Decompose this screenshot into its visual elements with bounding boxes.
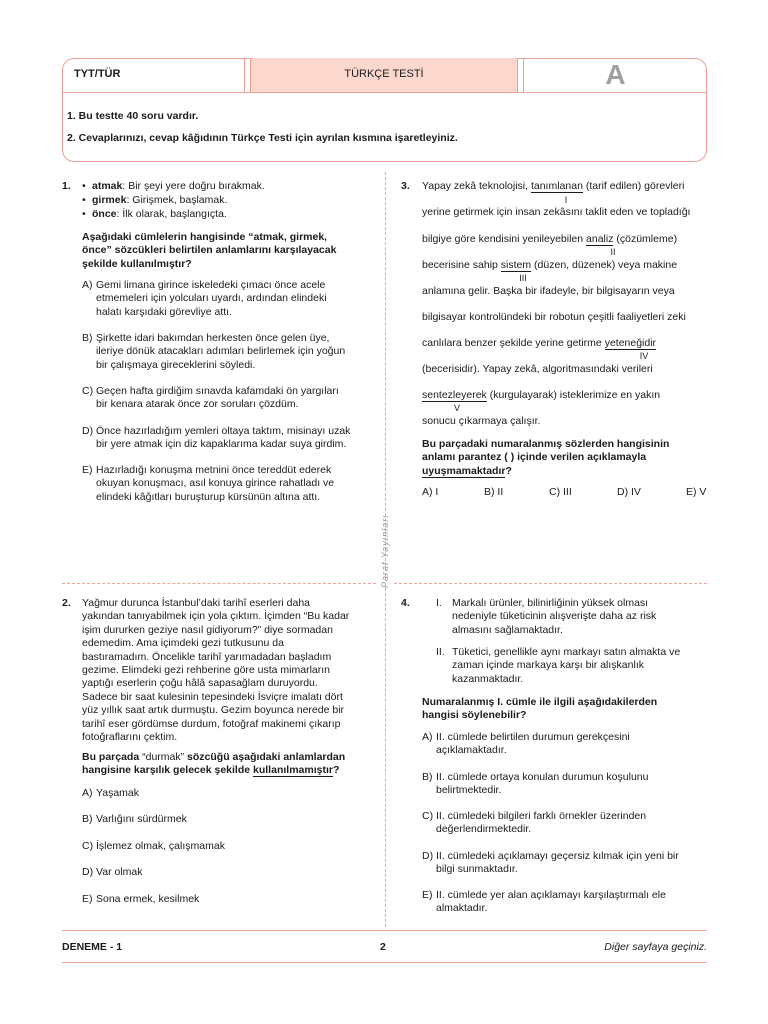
q4-option-d[interactable]: D) II. cümledeki açıklamayı geçersiz kılmak için yeni bir bilgi sunmaktadır. xyxy=(422,850,679,876)
q4-option-b[interactable]: B) II. cümlede ortaya konulan durumun koşulunu belirtmektedir. xyxy=(422,771,649,797)
q3-number: 3. xyxy=(401,180,410,192)
q3-line-6: bilgisayar kontrolündeki bir robotun çeşitli faaliyetleri zeki xyxy=(422,311,686,323)
q4-item-1: I. Markalı ürünler, bilinirliğinin yüksek olması nedeniyle tüketicinin alışverişte daha az risk almasını sağlamaktadır. xyxy=(436,597,657,636)
q4-item-2: II. Tüketici, genellikle aynı markayı satın almakta ve zaman içinde markaya karşı bir alışkanlık kazanmaktadır. xyxy=(436,646,681,685)
q3-line-3: bilgiye göre kendisini yenileyebilen analiz (çözümleme) xyxy=(422,233,678,245)
q1-number: 1. xyxy=(62,180,71,192)
left-row-separator xyxy=(62,583,376,584)
q3-line-1: Yapay zekâ teknolojisi, tanımlanan (tarif edilen) görevleri xyxy=(422,180,685,192)
footer-top-line xyxy=(62,930,707,931)
q1-bullet-2: • girmek: Girişmek, başlamak. xyxy=(82,194,228,206)
q3-mark-3: III xyxy=(519,273,527,283)
q3-option-a[interactable]: A) I xyxy=(422,486,439,498)
q1-option-b[interactable]: B) Şirkette idari bakımdan herkesten önce gelen üye, ileriye dönük atacakları adımları belirlemek için yoğun bir çalışmaya gireceklerini söyledi. xyxy=(82,332,346,371)
q3-line-10: sonucu çıkarmaya çalışır. xyxy=(422,415,541,427)
q3-mark-4: IV xyxy=(639,351,649,361)
q4-option-c[interactable]: C) II. cümledeki bilgileri farklı örnekler üzerinden değerlendirmektedir. xyxy=(422,810,647,836)
q3-option-b[interactable]: B) II xyxy=(484,486,504,498)
header-divider xyxy=(62,92,707,93)
q2-passage: Yağmur durunca İstanbul’daki tarihî eserleri daha yakından tanıyabilmek için yola çıktım. İçimden “Bu kadar işim dururken geziye nasıl gidiyorum?” diye sormadan edemedim. Ama içimdeki gezi tutkusunu da bastıramadım. Öncelikle tarihî yarımadadan başladım gezime. Elimdeki gezi rehberine göre usta mimarların yaptığı eserlerin çoğu hâlâ sapasağlam duruyordu. Sadece bir saat kulesinin tepesindeki İsviçre imalatı dört yüz yıllık saat artık durmuştu. Gezim boyunca nerede bir tarihî eser gördümse durdum, fotoğraf makinemi çıkarıp fotoğraflarını çektim. xyxy=(82,597,350,744)
q1-option-d[interactable]: D) Önce hazırladığım yemleri oltaya taktım, misinayı uzak bir yere atmak için diz kapaklarıma kadar suya girdim. xyxy=(82,425,351,451)
booklet-letter: A xyxy=(523,58,707,92)
q4-option-e[interactable]: E) II. cümlede yer alan açıklamayı karşılaştırmalı ele almaktadır. xyxy=(422,889,666,915)
footer-bottom-line xyxy=(62,962,707,963)
q3-option-e[interactable]: E) V xyxy=(686,486,707,498)
header-left: TYT/TÜR xyxy=(62,58,245,92)
q1-option-e[interactable]: E) Hazırladığı konuşma metnini önce tereddüt ederek okuyan konuşmacı, asıl konuya girince rahatladı ve elindeki kâğıtları buruşturup kürsünün altına attı. xyxy=(82,464,335,503)
right-row-separator xyxy=(394,583,707,584)
q3-mark-1: I xyxy=(564,195,568,205)
q3-line-7: canlılara benzer şekilde yerine getirme yeteneğidir xyxy=(422,337,657,349)
q1-bullet-3: • önce: İlk olarak, başlangıçta. xyxy=(82,208,227,220)
q3-stem: Bu parçadaki numaralanmış sözlerden hangisinin anlamı parantez ( ) içinde verilen açıklamayla uyuşmamaktadır? xyxy=(422,438,670,477)
q4-stem: Numaralanmış I. cümle ile ilgili aşağıdakilerden hangisi söylenebilir? xyxy=(422,696,658,722)
next-page-note: Diğer sayfaya geçiniz. xyxy=(604,941,707,953)
q2-option-d[interactable]: D) Var olmak xyxy=(82,866,143,878)
q3-mark-5: V xyxy=(453,403,460,413)
q3-mark-2: II xyxy=(610,247,616,257)
q3-line-2: yerine getirmek için insan zekâsını taklit eden ve topladığı xyxy=(422,206,691,218)
q4-option-a[interactable]: A) II. cümlede belirtilen durumun gerekçesini açıklamaktadır. xyxy=(422,731,630,757)
q3-line-5: anlamına gelir. Başka bir ifadeyle, bir bilgisayarın veya xyxy=(422,285,675,297)
q2-option-a[interactable]: A) Yaşamak xyxy=(82,787,139,799)
q3-line-9: sentezleyerek (kurgulayarak) isteklerimize en yakın xyxy=(422,389,661,401)
q3-line-8: (becerisidir). Yapay zekâ, algoritmasındaki verileri xyxy=(422,363,653,375)
q1-option-a[interactable]: A) Gemi limana girince iskeledeki çımacı önce acele etmemeleri için yolcuları uyardı, ardından elindeki halatı karşıdaki görevliye attı. xyxy=(82,279,327,318)
publisher-watermark: Paraf Yayınları xyxy=(380,514,390,588)
footer-exam-name: DENEME - 1 xyxy=(62,941,123,953)
q3-option-c[interactable]: C) III xyxy=(549,486,572,498)
q2-number: 2. xyxy=(62,597,71,609)
q3-option-d[interactable]: D) IV xyxy=(617,486,641,498)
page-number: 2 xyxy=(380,941,386,953)
q2-option-e[interactable]: E) Sona ermek, kesilmek xyxy=(82,893,200,905)
q1-option-c[interactable]: C) Geçen hafta girdiğim sınavda kafamdaki ön yargıları bir kenara atarak önce zor soruları çözdüm. xyxy=(82,385,339,411)
q1-bullet-1: • atmak: Bir şeyi yere doğru bırakmak. xyxy=(82,180,265,192)
q1-stem: Aşağıdaki cümlelerin hangisinde “atmak, girmek, önce” sözcükleri belirtilen anlamlarını karşılayacak şekilde kullanılmıştır? xyxy=(82,231,337,270)
header-title: TÜRKÇE TESTİ xyxy=(250,58,518,92)
q2-stem: Bu parçada “durmak” sözcüğü aşağıdaki anlamlardan hangisine karşılık gelecek şekilde kullanılmamıştır? xyxy=(82,751,346,777)
q4-number: 4. xyxy=(401,597,410,609)
instruction-2: 2. Cevaplarınızı, cevap kâğıdının Türkçe Testi için ayrılan kısmına işaretleyiniz. xyxy=(67,132,458,144)
q2-option-b[interactable]: B) Varlığını sürdürmek xyxy=(82,813,187,825)
q3-line-4: becerisine sahip sistem (düzen, düzenek) veya makine xyxy=(422,259,678,271)
q2-option-c[interactable]: C) İşlemez olmak, çalışmamak xyxy=(82,840,225,852)
instruction-1: 1. Bu testte 40 soru vardır. xyxy=(67,110,199,122)
